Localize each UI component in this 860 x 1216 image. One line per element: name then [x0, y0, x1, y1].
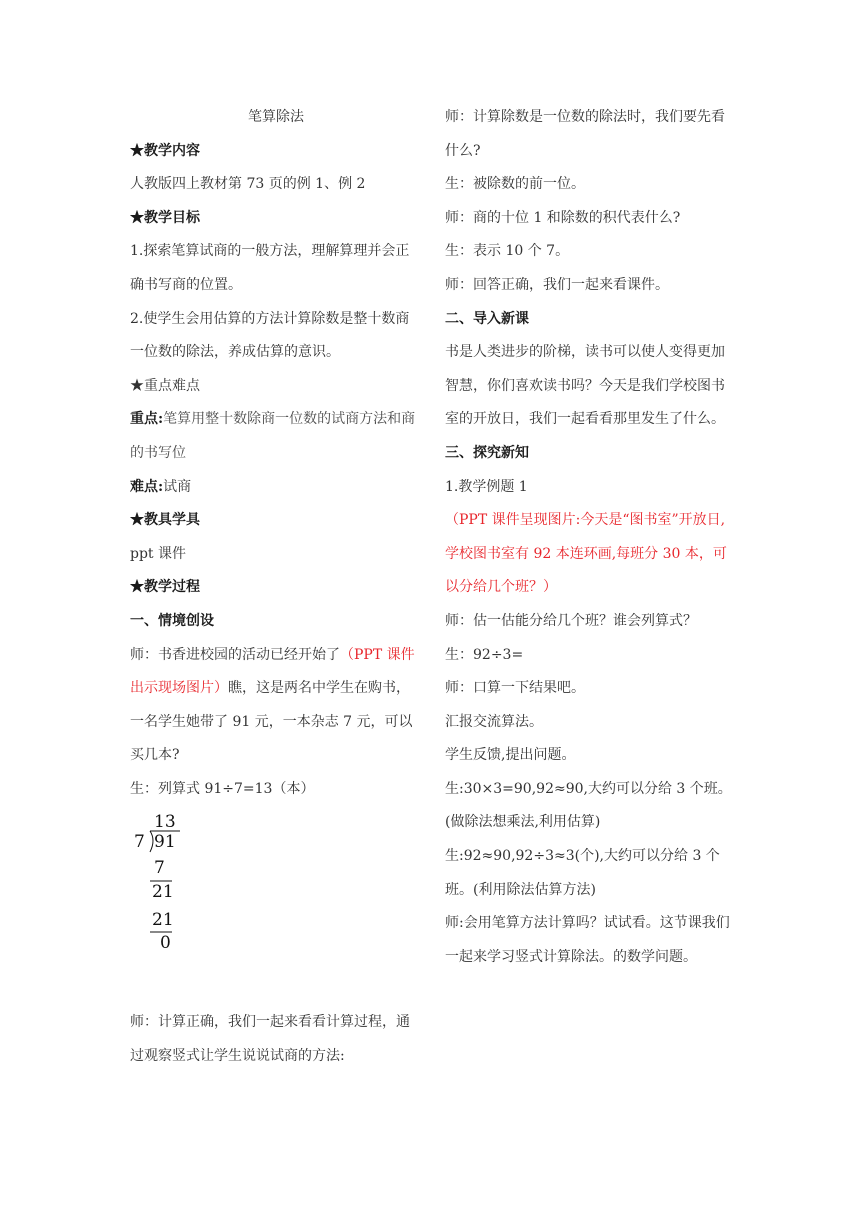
division-quotient: 13	[154, 812, 176, 833]
teacher-remark: 师：回答正确，我们一起来看课件。	[445, 276, 669, 293]
student-answer-2: 生：表示 10 个 7。	[445, 243, 570, 260]
heading-goals: ★教学目标	[130, 209, 200, 226]
ppt-note: （PPT 课件出示现场图片）	[130, 646, 415, 697]
heading-process: ★教学过程	[130, 579, 200, 596]
student-expression: 生：92÷3=	[445, 646, 524, 663]
division-dividend: 91	[154, 832, 176, 853]
student-answer-1: 生：被除数的前一位。	[445, 176, 585, 193]
document-title: 笔算除法	[248, 109, 304, 125]
paragraph-situation	[130, 639, 422, 773]
key-label: 重点:	[130, 411, 164, 428]
ppt-example-note: （PPT 课件呈现图片:今天是“图书室”开放日,学校图书室有 92 本连环画,每班分 30 本，可以分给几个班？）	[445, 512, 727, 596]
teacher-mental: 师：口算一下结果吧。	[445, 680, 585, 697]
teacher-question-1: 师：计算除数是一位数的除法时，我们要先看什么?	[445, 109, 725, 159]
method-1-note: (做除法想乘法,利用估算)	[445, 814, 601, 831]
teacher-estimate: 师：估一估能分给几个班？谁会列算式？	[445, 612, 697, 629]
division-divisor: 7	[134, 832, 145, 853]
key-point	[130, 403, 422, 470]
teacher-question-2: 师：商的十位 1 和除数的积代表什么?	[445, 209, 681, 226]
student-feedback: 学生反馈,提出问题。	[445, 747, 576, 764]
right-column	[445, 101, 737, 974]
paragraph-intro: 书是人类进步的阶梯，读书可以使人变得更加智慧，你们喜欢读书吗？今天是我们学校图书室的开放日，我们一起看看那里发生了什么。	[445, 344, 725, 428]
section-2-heading: 二、导入新课	[445, 310, 529, 327]
key-text: 笔算用整十数除商一位数的试商方法和商的书写位	[130, 411, 416, 461]
example-1-heading: 1.教学例题 1	[445, 478, 528, 495]
difficult-text: 试商	[163, 478, 192, 495]
division-step-2: 21	[152, 882, 174, 903]
long-division	[130, 812, 422, 962]
difficult-label: 难点:	[130, 478, 164, 495]
teacher-conclusion: 师:会用笔算方法计算吗？试试看。这节课我们一起来学习竖式计算除法。的数学问题。	[445, 915, 730, 965]
section-3-heading: 三、探究新知	[445, 444, 529, 461]
difficult-point	[130, 471, 422, 505]
student-method-1: 生:30×3=90,92≈90,大约可以分给 3 个班。	[445, 780, 732, 797]
goal-2: 2.使学生会用估算的方法计算除数是整十数商一位数的除法，养成估算的意识。	[130, 310, 410, 361]
goal-1: 1.探索笔算试商的一般方法，理解算理并会正确书写商的位置。	[130, 243, 410, 293]
tools-text: ppt 课件	[130, 545, 186, 562]
heading-tools: ★教具学具	[130, 512, 200, 529]
left-column	[130, 101, 422, 1074]
division-remainder: 0	[160, 933, 171, 954]
heading-content: ★教学内容	[130, 142, 200, 159]
section-1-heading: 一、情境创设	[130, 612, 214, 629]
division-step-1: 7	[154, 858, 165, 879]
student-method-2: 生:92≈90,92÷3≈3(个),大约可以分给 3 个班。(利用除法估算方法)	[445, 848, 720, 898]
division-step-3: 21	[152, 910, 174, 931]
heading-key-points: ★重点难点	[130, 377, 200, 394]
paragraph-situation-part1: 师：书香进校园的活动已经开始了	[130, 646, 340, 663]
content-text: 人教版四上教材第 73 页的例 1、例 2	[130, 176, 366, 193]
student-equation: 生：列算式 91÷7=13（本）	[130, 780, 315, 797]
paragraph-situation-part2: 瞧，这是两名中学生在购书，一名学生她带了 91 元，一本杂志 7 元，可以买几本?	[130, 680, 413, 764]
paragraph-observe: 师：计算正确，我们一起来看看计算过程，通过观察竖式让学生说说试商的方法:	[130, 1014, 410, 1065]
report-methods: 汇报交流算法。	[445, 713, 543, 730]
